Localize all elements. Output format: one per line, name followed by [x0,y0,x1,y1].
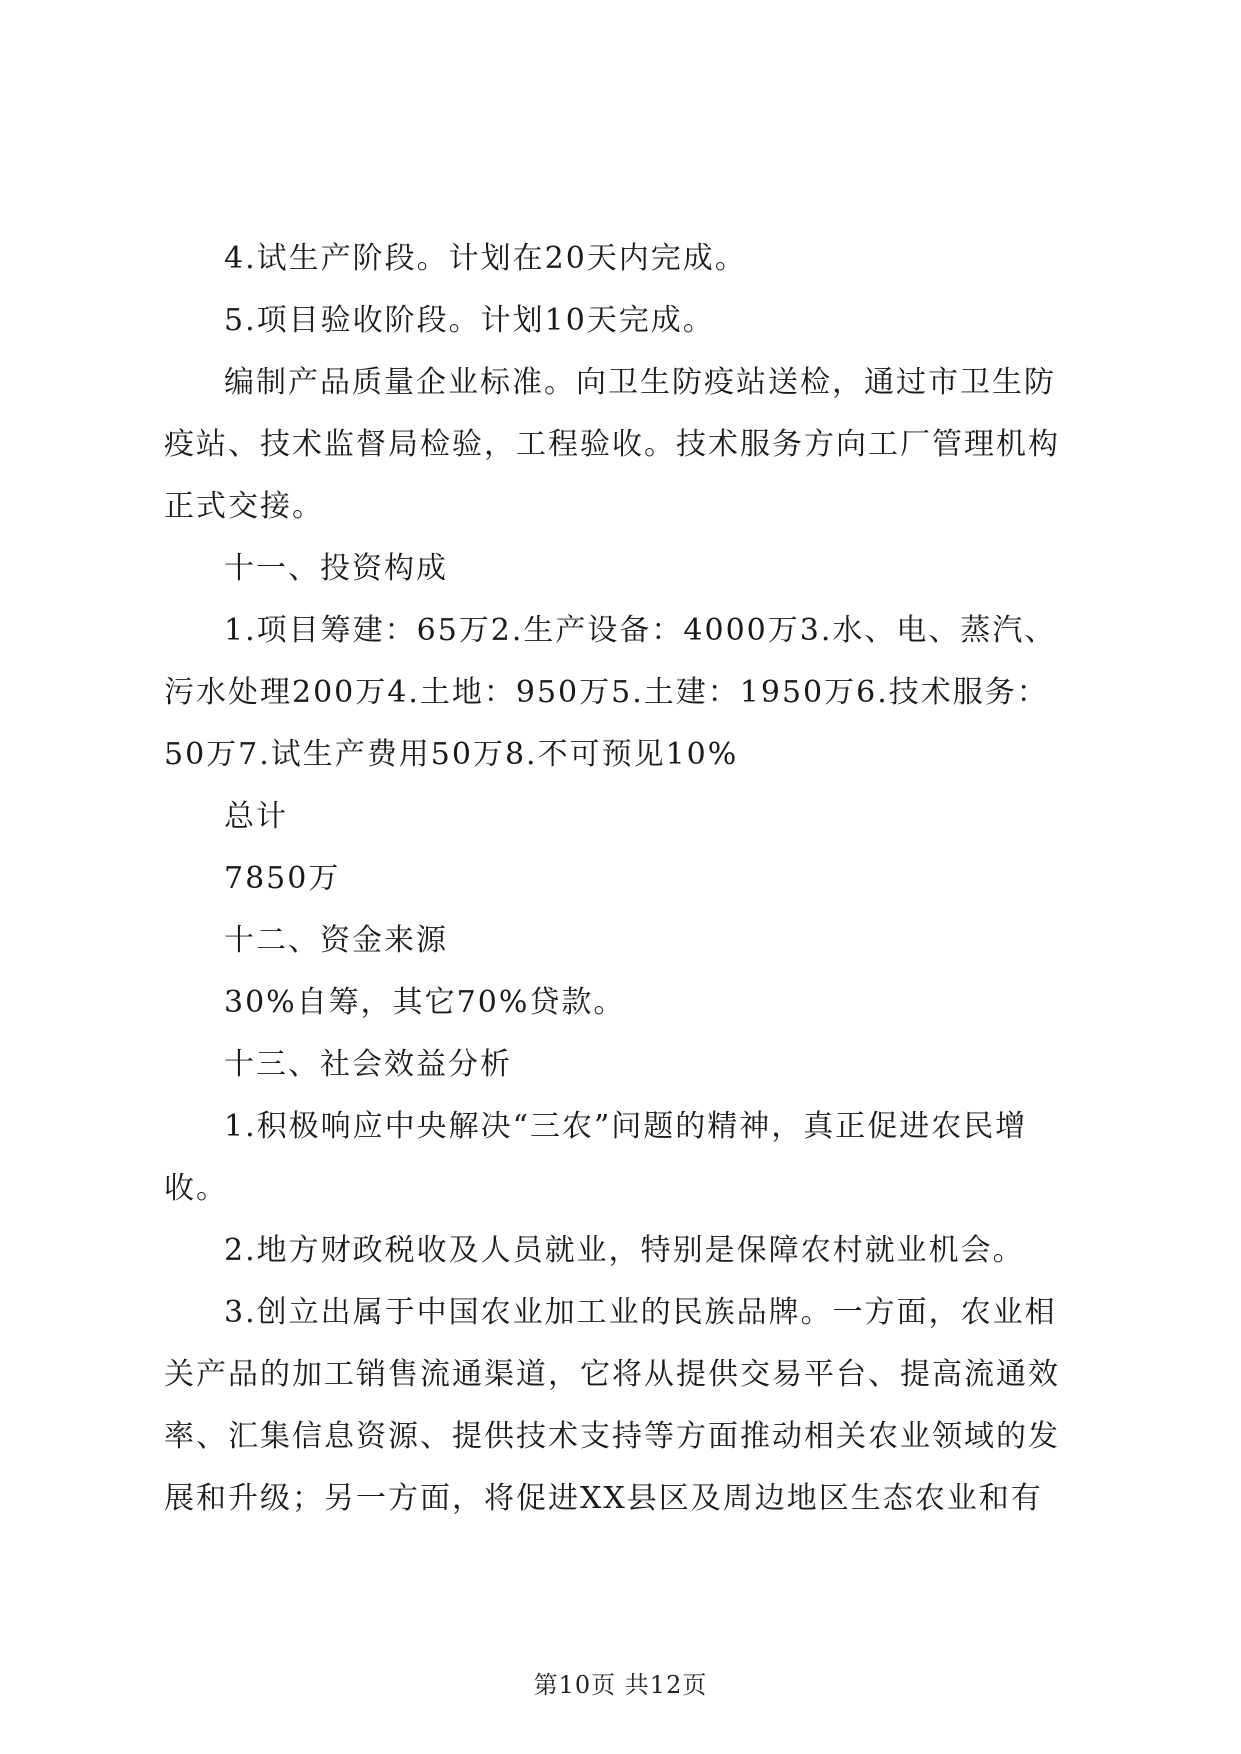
document-body [164,228,1078,1530]
paragraph-benefit-1: 1.积极响应中央解决“三农”问题的精神，真正促进农民增收。 [164,1109,1028,1206]
paragraph-quality-standard: 编制产品质量企业标准。向卫生防疫站送检，通过市卫生防疫站、技术监督局检验，工程验收。技术服务方向工厂管理机构正式交接。 [164,365,1060,524]
paragraph-acceptance: 5.项目验收阶段。计划10天完成。 [224,303,715,338]
heading-investment-composition: 十一、投资构成 [224,551,448,586]
heading-funding-source: 十二、资金来源 [224,923,448,958]
heading-social-benefit: 十三、社会效益分析 [224,1047,512,1082]
paragraph-funding: 30%自筹，其它70%贷款。 [224,985,626,1020]
paragraph-benefit-3: 3.创立出属于中国农业加工业的民族品牌。一方面，农业相关产品的加工销售流通渠道，它将从提供交易平台、提高流通效率、汇集信息资源、提供技术支持等方面推动相关农业领域的发展和升级；另一方面，将促进XX县区及周边地区生态农业和有 [164,1295,1060,1516]
label-total: 总计 [224,799,288,834]
paragraph-investment-items: 1.项目筹建：65万2.生产设备：4000万3.水、电、蒸汽、污水处理200万4.土地：950万5.土建：1950万6.技术服务：50万7.试生产费用50万8.不可预见10% [164,613,1057,772]
paragraph-trial-production: 4.试生产阶段。计划在20天内完成。 [224,241,747,276]
value-total: 7850万 [224,861,341,896]
paragraph-benefit-2: 2.地方财政税收及人员就业，特别是保障农村就业机会。 [224,1233,1025,1268]
page-number-footer: 第10页 共12页 [533,1671,708,1699]
